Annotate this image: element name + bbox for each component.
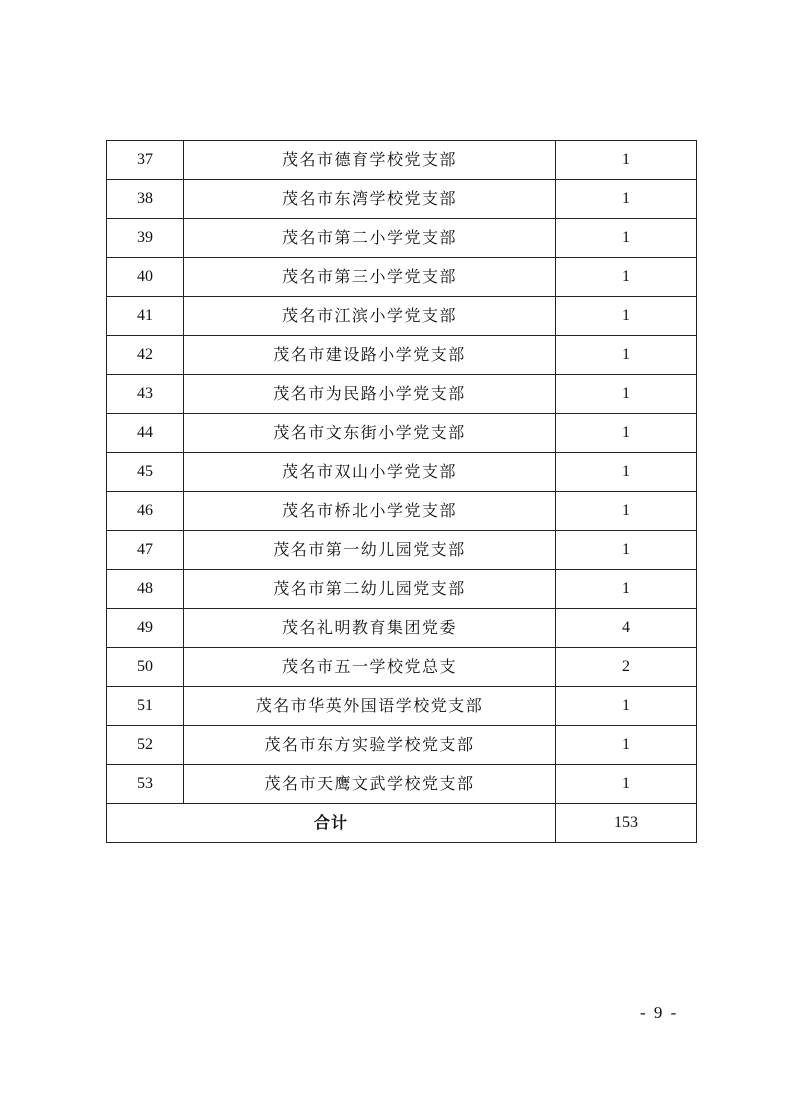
table-row	[107, 687, 697, 726]
row-count: 1	[556, 492, 697, 531]
total-row	[107, 804, 697, 843]
row-count: 1	[556, 765, 697, 804]
row-count: 1	[556, 141, 697, 180]
allocation-table	[106, 140, 697, 843]
row-number: 46	[107, 492, 184, 531]
row-number: 45	[107, 453, 184, 492]
row-count: 1	[556, 687, 697, 726]
row-count: 1	[556, 726, 697, 765]
organization-name: 茂名市第一幼儿园党支部	[184, 531, 556, 570]
total-label: 合计	[107, 804, 556, 843]
row-count: 1	[556, 336, 697, 375]
row-count: 1	[556, 570, 697, 609]
table-row	[107, 258, 697, 297]
row-number: 52	[107, 726, 184, 765]
row-number: 50	[107, 648, 184, 687]
row-number: 49	[107, 609, 184, 648]
organization-name: 茂名市为民路小学党支部	[184, 375, 556, 414]
organization-name: 茂名市天鹰文武学校党支部	[184, 765, 556, 804]
table-body	[107, 141, 697, 843]
table-row	[107, 531, 697, 570]
table-row	[107, 219, 697, 258]
organization-name: 茂名市第三小学党支部	[184, 258, 556, 297]
row-count: 1	[556, 219, 697, 258]
row-number: 39	[107, 219, 184, 258]
organization-name: 茂名市双山小学党支部	[184, 453, 556, 492]
row-number: 40	[107, 258, 184, 297]
table-row	[107, 765, 697, 804]
organization-name: 茂名市江滨小学党支部	[184, 297, 556, 336]
row-number: 37	[107, 141, 184, 180]
organization-name: 茂名市东方实验学校党支部	[184, 726, 556, 765]
organization-name: 茂名市建设路小学党支部	[184, 336, 556, 375]
table-row	[107, 492, 697, 531]
row-count: 1	[556, 375, 697, 414]
table-row	[107, 570, 697, 609]
total-count: 153	[556, 804, 697, 843]
row-count: 1	[556, 531, 697, 570]
row-count: 1	[556, 258, 697, 297]
table-row	[107, 180, 697, 219]
organization-name: 茂名市东湾学校党支部	[184, 180, 556, 219]
row-number: 53	[107, 765, 184, 804]
row-number: 43	[107, 375, 184, 414]
row-number: 47	[107, 531, 184, 570]
row-count: 1	[556, 297, 697, 336]
table-row	[107, 375, 697, 414]
table-row	[107, 453, 697, 492]
row-number: 38	[107, 180, 184, 219]
row-count: 1	[556, 180, 697, 219]
row-count: 2	[556, 648, 697, 687]
table-row	[107, 648, 697, 687]
organization-name: 茂名市五一学校党总支	[184, 648, 556, 687]
organization-name: 茂名市桥北小学党支部	[184, 492, 556, 531]
row-count: 4	[556, 609, 697, 648]
table-row	[107, 609, 697, 648]
organization-name: 茂名市文东街小学党支部	[184, 414, 556, 453]
row-number: 41	[107, 297, 184, 336]
organization-name: 茂名市华英外国语学校党支部	[184, 687, 556, 726]
row-count: 1	[556, 414, 697, 453]
table-row	[107, 141, 697, 180]
organization-name: 茂名市德育学校党支部	[184, 141, 556, 180]
table-row	[107, 336, 697, 375]
table-row	[107, 297, 697, 336]
table-row	[107, 726, 697, 765]
table-row	[107, 414, 697, 453]
row-number: 51	[107, 687, 184, 726]
row-number: 44	[107, 414, 184, 453]
row-number: 48	[107, 570, 184, 609]
page-number: - 9 -	[640, 1003, 679, 1022]
organization-name: 茂名礼明教育集团党委	[184, 609, 556, 648]
organization-name: 茂名市第二小学党支部	[184, 219, 556, 258]
row-count: 1	[556, 453, 697, 492]
organization-name: 茂名市第二幼儿园党支部	[184, 570, 556, 609]
row-number: 42	[107, 336, 184, 375]
